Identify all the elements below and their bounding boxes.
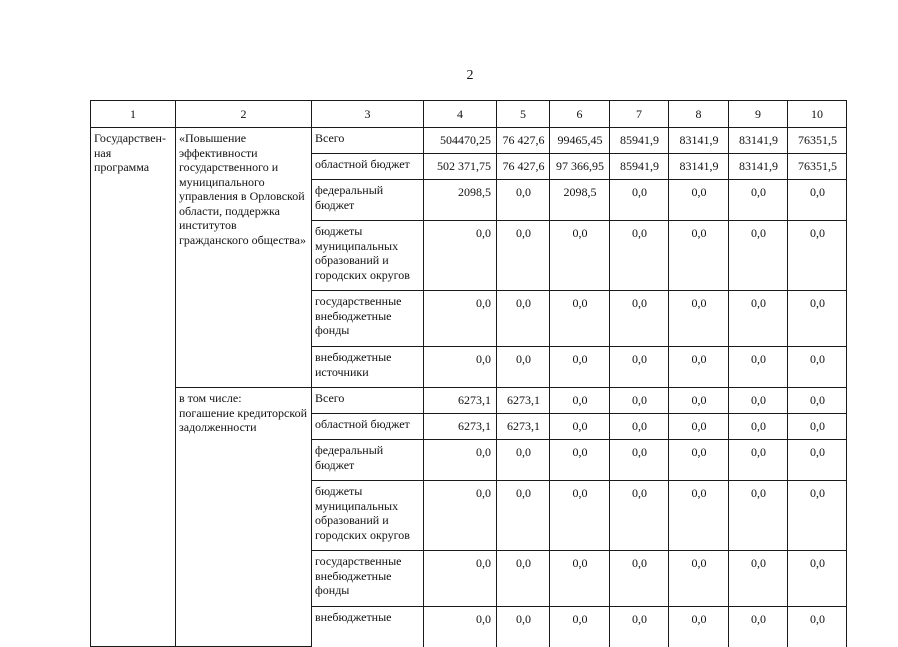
value-cell: 0,0 (550, 607, 610, 647)
value-cell: 0,0 (669, 388, 729, 414)
value-cell: 502 371,75 (424, 154, 497, 180)
value-cell: 83141,9 (729, 128, 788, 154)
value-cell: 0,0 (669, 481, 729, 551)
value-cell: 0,0 (610, 347, 669, 388)
source-cell: федеральный бюджет (312, 440, 424, 481)
value-cell: 0,0 (497, 347, 550, 388)
value-cell: 0,0 (669, 180, 729, 221)
value-cell: 6273,1 (424, 388, 497, 414)
value-cell: 0,0 (424, 291, 497, 347)
value-cell: 76 427,6 (497, 128, 550, 154)
source-cell: бюджеты муниципальных образований и городских округов (312, 481, 424, 551)
value-cell: 0,0 (424, 440, 497, 481)
value-cell: 0,0 (788, 388, 847, 414)
value-cell: 83141,9 (669, 154, 729, 180)
value-cell: 0,0 (729, 551, 788, 607)
value-cell: 504470,25 (424, 128, 497, 154)
value-cell: 0,0 (729, 291, 788, 347)
value-cell: 0,0 (550, 414, 610, 440)
value-cell: 97 366,95 (550, 154, 610, 180)
value-cell: 99465,45 (550, 128, 610, 154)
header-cell: 6 (550, 101, 610, 128)
page-number: 2 (466, 68, 474, 83)
value-cell: 0,0 (610, 180, 669, 221)
value-cell: 0,0 (550, 347, 610, 388)
value-cell: 0,0 (424, 551, 497, 607)
value-cell: 0,0 (788, 551, 847, 607)
value-cell: 0,0 (550, 388, 610, 414)
source-cell: федеральный бюджет (312, 180, 424, 221)
value-cell: 6273,1 (497, 388, 550, 414)
value-cell: 0,0 (497, 221, 550, 291)
value-cell: 0,0 (610, 481, 669, 551)
header-cell: 1 (91, 101, 176, 128)
value-cell: 0,0 (788, 607, 847, 647)
program-type-cell: Государствен- ная программа (91, 128, 176, 647)
value-cell: 0,0 (610, 440, 669, 481)
value-cell: 0,0 (610, 414, 669, 440)
subgroup-name-cell: в том числе: погашение кредиторской задолженности (176, 388, 312, 647)
value-cell: 0,0 (788, 414, 847, 440)
value-cell: 0,0 (788, 180, 847, 221)
value-cell: 0,0 (497, 607, 550, 647)
value-cell: 0,0 (669, 414, 729, 440)
value-cell: 0,0 (788, 347, 847, 388)
value-cell: 0,0 (497, 291, 550, 347)
value-cell: 83141,9 (669, 128, 729, 154)
value-cell: 0,0 (497, 180, 550, 221)
header-cell: 5 (497, 101, 550, 128)
value-cell: 0,0 (497, 481, 550, 551)
header-cell: 8 (669, 101, 729, 128)
value-cell: 0,0 (669, 291, 729, 347)
source-cell: государственные внебюджетные фонды (312, 551, 424, 607)
value-cell: 76351,5 (788, 128, 847, 154)
value-cell: 0,0 (610, 607, 669, 647)
value-cell: 0,0 (788, 291, 847, 347)
value-cell: 2098,5 (424, 180, 497, 221)
value-cell: 0,0 (424, 347, 497, 388)
value-cell: 6273,1 (497, 414, 550, 440)
value-cell: 0,0 (424, 221, 497, 291)
source-cell: областной бюджет (312, 414, 424, 440)
value-cell: 0,0 (669, 221, 729, 291)
value-cell: 0,0 (497, 551, 550, 607)
source-cell: внебюджетные (312, 607, 424, 647)
header-cell: 2 (176, 101, 312, 128)
header-cell: 10 (788, 101, 847, 128)
value-cell: 0,0 (669, 347, 729, 388)
value-cell: 76351,5 (788, 154, 847, 180)
value-cell: 0,0 (729, 440, 788, 481)
header-cell: 4 (424, 101, 497, 128)
value-cell: 0,0 (610, 291, 669, 347)
table-row (91, 388, 847, 414)
value-cell: 0,0 (669, 440, 729, 481)
header-cell: 3 (312, 101, 424, 128)
value-cell: 83141,9 (729, 154, 788, 180)
value-cell: 0,0 (424, 607, 497, 647)
value-cell: 85941,9 (610, 128, 669, 154)
program-name-cell: «Повышение эффективности государственного и муниципального управления в Орловской области, поддержка институтов гражданского общества» (176, 128, 312, 388)
value-cell: 0,0 (788, 481, 847, 551)
value-cell: 0,0 (788, 221, 847, 291)
value-cell: 0,0 (729, 221, 788, 291)
value-cell: 0,0 (729, 347, 788, 388)
value-cell: 0,0 (610, 388, 669, 414)
value-cell: 2098,5 (550, 180, 610, 221)
value-cell: 0,0 (610, 221, 669, 291)
value-cell: 0,0 (788, 440, 847, 481)
value-cell: 0,0 (497, 440, 550, 481)
budget-table (90, 100, 847, 647)
value-cell: 0,0 (669, 607, 729, 647)
value-cell: 0,0 (424, 481, 497, 551)
value-cell: 0,0 (729, 414, 788, 440)
value-cell: 0,0 (550, 440, 610, 481)
header-cell: 7 (610, 101, 669, 128)
value-cell: 85941,9 (610, 154, 669, 180)
source-cell: бюджеты муниципальных образований и городских округов (312, 221, 424, 291)
value-cell: 76 427,6 (497, 154, 550, 180)
source-cell: государственные внебюджетные фонды (312, 291, 424, 347)
table-row (91, 128, 847, 154)
header-cell: 9 (729, 101, 788, 128)
value-cell: 0,0 (550, 481, 610, 551)
value-cell: 0,0 (729, 481, 788, 551)
source-cell: областной бюджет (312, 154, 424, 180)
value-cell: 0,0 (729, 388, 788, 414)
value-cell: 0,0 (610, 551, 669, 607)
source-cell: Всего (312, 388, 424, 414)
value-cell: 0,0 (669, 551, 729, 607)
value-cell: 0,0 (550, 551, 610, 607)
value-cell: 0,0 (550, 221, 610, 291)
source-cell: внебюджетные источники (312, 347, 424, 388)
source-cell: Всего (312, 128, 424, 154)
value-cell: 0,0 (729, 180, 788, 221)
value-cell: 0,0 (729, 607, 788, 647)
value-cell: 0,0 (550, 291, 610, 347)
header-row (91, 101, 847, 128)
value-cell: 6273,1 (424, 414, 497, 440)
